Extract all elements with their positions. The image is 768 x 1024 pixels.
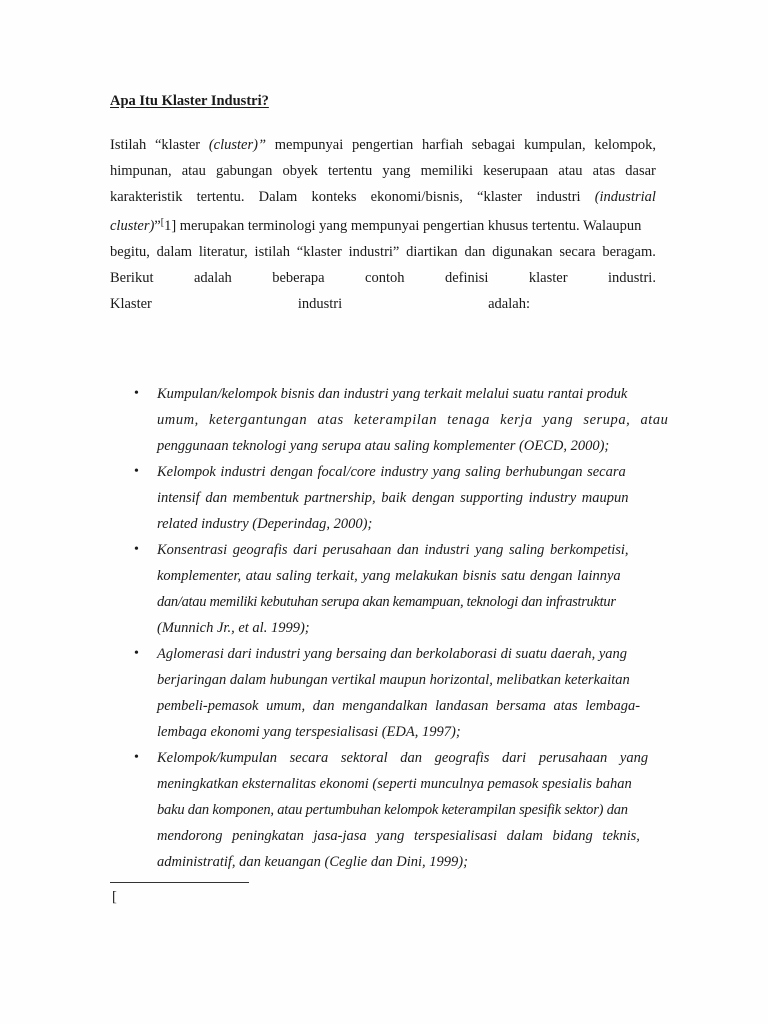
bullet-icon: • (134, 464, 139, 479)
paragraph-line-1: Istilah “klaster (cluster)” mempunyai pengertian harfiah sebagai kumpulan, kelompok, (110, 137, 656, 153)
list-item (134, 537, 656, 641)
bullet-icon: • (134, 386, 139, 401)
list-item-line: Kelompok/kumpulan secara sektoral dan geografis dari perusahaan yang (157, 750, 649, 766)
list-item-line: dan/atau memiliki kebutuhan serupa akan kemampuan, teknologi dan infrastruktur (157, 594, 616, 610)
paragraph-line-6: Berikut adalah beberapa contoh definisi klaster industri. (110, 270, 656, 286)
list-item-line: administratif, dan keuangan (Ceglie dan Dini, 1999); (157, 854, 468, 870)
list-item-line: komplementer, atau saling terkait, yang melakukan bisnis satu dengan lainnya (157, 568, 621, 584)
list-item-line: baku dan komponen, atau pertumbuhan kelompok keterampilan spesifik sektor) dan (157, 802, 628, 818)
footnote-text: [ (112, 889, 117, 905)
page-title: Apa Itu Klaster Industri? (110, 93, 269, 109)
list-item-line: Konsentrasi geografis dari perusahaan dan industri yang saling berkompetisi, (157, 542, 629, 558)
list-item-line: Kumpulan/kelompok bisnis dan industri yang terkait melalui suatu rantai produk (157, 386, 628, 402)
list-item-line: umum, ketergantungan atas keterampilan tenaga kerja yang serupa, atau (157, 412, 669, 428)
footnote-separator (110, 882, 249, 883)
list-item-line: penggunaan teknologi yang serupa atau saling komplementer (OECD, 2000); (157, 438, 610, 454)
bullet-icon: • (134, 542, 139, 557)
list-item-line: pembeli-pemasok umum, dan mengandalkan landasan bersama atas lembaga- (157, 698, 641, 714)
definition-list (134, 381, 669, 875)
list-item (134, 745, 656, 875)
paragraph-line-4: cluster)”[1] merupakan terminologi yang mempunyai pengertian khusus tertentu. Walaupun (110, 217, 642, 234)
list-item-line: meningkatkan eksternalitas ekonomi (seperti munculnya pemasok spesialis bahan (157, 776, 632, 792)
list-item-line: (Munnich Jr., et al. 1999); (157, 620, 310, 636)
list-item-line: Aglomerasi dari industri yang bersaing dan berkolaborasi di suatu daerah, yang (157, 646, 628, 662)
list-item (134, 381, 669, 459)
list-item-line: intensif dan membentuk partnership, baik dengan supporting industry maupun (157, 490, 629, 506)
list-item-line: berjaringan dalam hubungan vertikal maupun horizontal, melibatkan keterkaitan (157, 672, 630, 688)
list-item (134, 459, 656, 537)
bullet-icon: • (134, 646, 139, 661)
intro-paragraph (110, 132, 656, 317)
paragraph-line-2: himpunan, atau gabungan obyek tertentu yang memiliki keserupaan atau atas dasar (110, 163, 656, 179)
list-item-line: related industry (Deperindag, 2000); (157, 516, 373, 532)
list-item-line: mendorong peningkatan jasa-jasa yang terspesialisasi dalam bidang teknis, (157, 828, 640, 844)
paragraph-line-7: Klaster industri adalah: (110, 296, 530, 312)
footnote-reference[interactable]: [ (160, 217, 165, 228)
paragraph-line-3: karakteristik tertentu. Dalam konteks ekonomi/bisnis, “klaster industri (industrial (110, 189, 656, 205)
list-item (134, 641, 656, 745)
list-item-line: lembaga ekonomi yang terspesialisasi (EDA, 1997); (157, 724, 461, 740)
paragraph-line-5: begitu, dalam literatur, istilah “klaster industri” diartikan dan digunakan secara beragam. (110, 244, 656, 260)
list-item-line: Kelompok industri dengan focal/core industry yang saling berhubungan secara (157, 464, 626, 480)
bullet-icon: • (134, 750, 139, 765)
